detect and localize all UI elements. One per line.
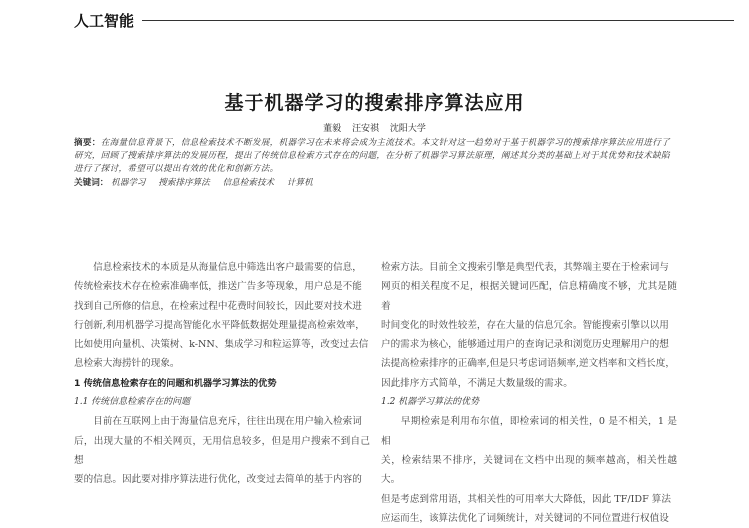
author-line <box>0 121 749 134</box>
body-line: 检索方法。目前全文搜索引擎是典型代表，其弊端主要在于检索词与 <box>381 262 669 273</box>
keyword: 搜索排序算法 <box>158 178 210 188</box>
body-line: 网页的相关程度不足，根据关键词匹配，信息精确度不够，尤其是随着 <box>381 281 677 312</box>
body-line: 后，出现大量的不相关网页，无用信息较多，但是用户搜索不到自己想 <box>74 435 370 466</box>
keywords-label: 关键词： <box>74 178 109 188</box>
body-line: 时间变化的时效性较差，存在大量的信息冗余。智能搜索引擎以以用 <box>381 319 669 331</box>
body-line: 行创新,利用机器学习提高智能化水平降低数据处理量提高检索效率， <box>74 319 365 331</box>
author-name: 汪安祺 <box>351 124 379 134</box>
abstract <box>74 137 676 176</box>
subsection-heading-1-1: 1.1 传统信息检索存在的问题 <box>74 397 191 408</box>
author-affiliation: 沈阳大学 <box>389 124 426 134</box>
body-line: 户的需求为核心，能够通过用户的查询记录和浏览历史理解用户的想 <box>381 339 669 351</box>
body-line: 目前在互联网上由于海量信息充斥，往往出现在用户输入检索词 <box>74 416 362 428</box>
keyword: 机器学习 <box>111 178 146 188</box>
article-title: 基于机器学习的搜索排序算法应用 <box>224 92 525 114</box>
abstract-label: 摘要： <box>74 138 101 148</box>
section-heading-1: 1 传统信息检索存在的问题和机器学习算法的优势 <box>74 377 277 389</box>
body-line: 息检索大海捞针的现象。 <box>74 358 180 370</box>
body-line: 法提高检索排序的正确率,但是只考虑词语频率,逆文档率和文档长度， <box>381 358 675 370</box>
body-line: 应运而生，该算法优化了词频统计，对关键词的不同位置进行权值设 <box>381 512 669 524</box>
body-line: 传统检索技术存在检索准确率低，推送广告多等现象，用户总是不能 <box>74 281 362 293</box>
body-line: 比如使用向量机、决策树、k-NN、集成学习和粒运算等，改变过去信 <box>74 339 369 351</box>
keyword: 信息检索技术 <box>222 178 275 188</box>
body-line: 找到自己所修的信息，在检索过程中花费时间较长，因此要对技术进 <box>74 300 362 312</box>
body-line: 但是考虑到常用语，其相关性的可用率大大降低，因此 TF/IDF 算法 <box>381 493 671 505</box>
section-tag: 人工智能 <box>74 12 135 30</box>
body-line: 关，检索结果不排序，关键词在文档中出现的频率越高，相关性越大。 <box>381 454 677 486</box>
page-header <box>74 10 734 32</box>
body-line: 早期检索是利用布尔值，即检索词的相关性，0 是不相关，1 是相 <box>381 416 677 447</box>
author-name: 董毅 <box>323 124 342 134</box>
body-line: 信息检索技术的本质是从海量信息中筛选出客户最需要的信息， <box>74 262 362 273</box>
body-line: 要的信息。因此要对排序算法进行优化，改变过去简单的基于内容的 <box>74 474 362 486</box>
keyword: 计算机 <box>286 178 313 188</box>
right-column <box>381 258 677 528</box>
header-rule <box>142 20 734 21</box>
subsection-heading-1-2: 1.2 机器学习算法的优势 <box>381 397 480 408</box>
body-line: 因此排序方式简单，不满足大数量级的需求。 <box>381 377 573 389</box>
abstract-text: 在海量信息背景下，信息检索技术不断发展，机器学习在未来将会成为主流技术。本文针对这一趋势对于基于机器学习的搜索排序算法应用进行了研究，回顾了搜索排序算法的发展历程，提出了传统信息检索方式存在的问题，在分析了机器学习算法原理，阐述其分类的基础上对于其优势和技术缺陷进行了探讨，希望可以提出有效的优化和创新方法。 <box>74 138 670 174</box>
left-column <box>74 258 370 490</box>
keywords <box>74 176 676 188</box>
